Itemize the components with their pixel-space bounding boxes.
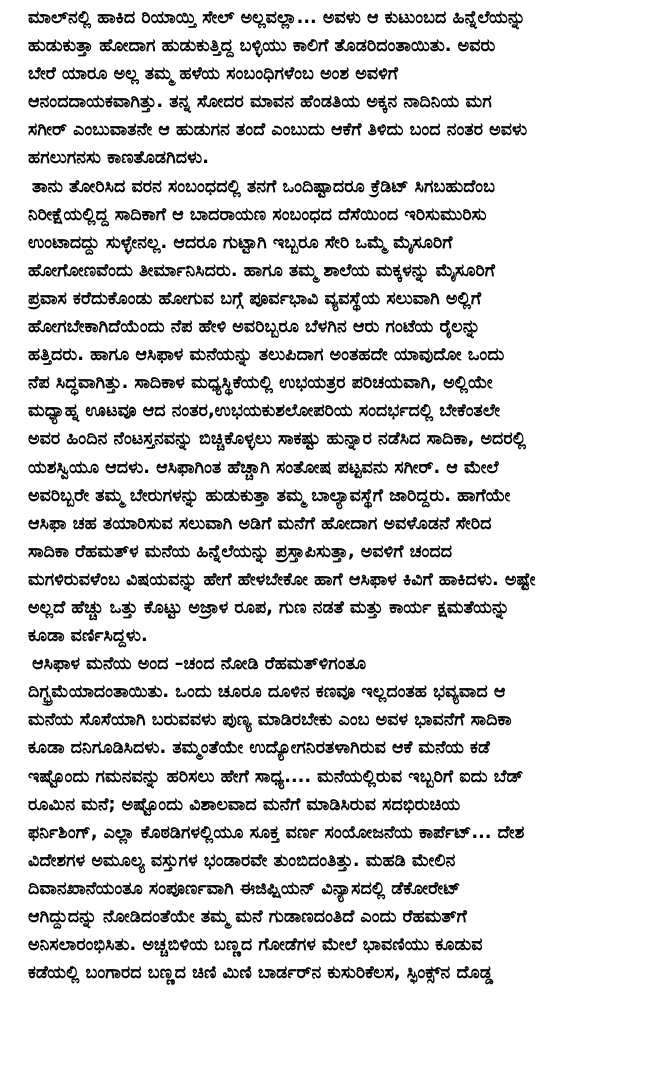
text-line: ಅವರ ಹಿಂದಿನ ನೆಂಟಸ್ತನವನ್ನು ಬಿಚ್ಚಿಕೊಳ್ಳಲು ಸಾಕಷ್ಟು ಹುನ್ನಾರ ನಡೆಸಿದ ಸಾದಿಕಾ, ಅದರಲ್ಲಿ <box>28 429 527 450</box>
text-line: ಸಾದಿಕಾ ರೆಹಮತ್‌ಳ ಮನೆಯ ಹಿನ್ನೆಲೆಯನ್ನು ಪ್ರಸ್ತಾಪಿಸುತ್ತಾ, ಅವಳಿಗೆ ಚಂದದ <box>28 541 453 562</box>
text-line: ಇಷ್ಟೊಂದು ಗಮನವನ್ನು ಹರಿಸಲು ಹೇಗೆ ಸಾಧ್ಯ.... ಮನೆಯಲ್ಲಿರುವ ಇಬ್ಬರಿಗೆ ಐದು ಬೆಡ್ <box>28 766 524 787</box>
paragraph <box>28 650 659 987</box>
text-line: ಆಗಿದ್ದುದನ್ನು ನೋಡಿದಂತೆಯೇ ತಮ್ಮ ಮನೆ ಗುಡಾಣದಂತಿದೆ ಎಂದು ರೆಹಮತ್‌ಗೆ <box>28 907 467 927</box>
text-line: ತಾನು ತೋರಿಸಿದ ವರನ ಸಂಬಂಧದಲ್ಲಿ ತನಗೆ ಒಂದಿಷ್ಟಾದರೂ ಕ್ರೆಡಿಟ್ ಸಿಗಬಹುದೆಂಬ <box>32 176 496 197</box>
text-line: ಅಲ್ಲದೆ ಹೆಚ್ಚು ಒತ್ತು ಕೊಟ್ಟು ಅಜ್ರಾಳ ರೂಪ, ಗುಣ ನಡತೆ ಮತ್ತು ಕಾರ್ಯ ಕ್ಷಮತೆಯನ್ನು <box>28 597 510 618</box>
text-line: ದಿಗ್ಭ್ರಮೆಯಾದಂತಾಯಿತು. ಒಂದು ಚೂರೂ ದೂಳಿನ ಕಣವೂ ಇಲ್ಲದಂತಹ ಭವ್ಯವಾದ ಆ <box>28 682 506 703</box>
text-line: ಪ್ರವಾಸ ಕರೆದುಕೊಂಡು ಹೋಗುವ ಬಗ್ಗೆ ಪೂರ್ವಭಾವಿ ವ್ಯವಸ್ಥೆಯ ಸಲುವಾಗಿ ಅಲ್ಲಿಗೆ <box>28 288 482 309</box>
text-line: ಮಧ್ಯಾಹ್ನ ಊಟವೂ ಆದ ನಂತರ,ಉಭಯಕುಶಲೋಪರಿಯ ಸಂದರ್ಭದಲ್ಲಿ ಬೇಕೆಂತಲೇ <box>28 401 501 422</box>
text-line: ವಿದೇಶಗಳ ಅಮೂಲ್ಯ ವಸ್ತುಗಳ ಭಂಡಾರವೇ ತುಂಬಿದಂತಿತ್ತು. ಮಹಡಿ ಮೇಲಿನ <box>28 850 456 871</box>
paragraph <box>28 4 659 173</box>
text-line: ಮಾಲ್‌ನಲ್ಲಿ ಹಾಕಿದ ರಿಯಾಯ್ತಿ ಸೇಲ್ ಅಲ್ಲವಲ್ಲಾ... ಅವಳು ಆ ಕುಟುಂಬದ ಹಿನ್ನೆಲೆಯನ್ನು <box>28 8 526 28</box>
text-line: ಅವರಿಬ್ಬರೇ ತಮ್ಮ ಬೇರುಗಳನ್ನು ಹುಡುಕುತ್ತಾ ತಮ್ಮ ಬಾಲ್ಯಾವಸ್ಥೆಗೆ ಜಾರಿದ್ದರು. ಹಾಗೆಯೇ <box>28 485 511 506</box>
text-line: ನೆಪ ಸಿದ್ಧವಾಗಿತ್ತು. ಸಾದಿಕಾಳ ಮಧ್ಯಸ್ಥಿಕೆಯಲ್ಲಿ ಉಭಯತ್ರರ ಪರಿಚಯವಾಗಿ, ಅಲ್ಲಿಯೇ <box>28 373 493 394</box>
text-line: ಅನಿಸಲಾರಂಭಿಸಿತು. ಅಚ್ಚಬಿಳಿಯ ಬಣ್ಣದ ಗೋಡೆಗಳ ಮೇಲೆ ಭಾವಣಿಯು ಕೂಡುವ <box>28 935 483 956</box>
text-line: ಬೇರೆ ಯಾರೂ ಅಲ್ಲ ತಮ್ಮ ಹಳೆಯ ಸಂಬಂಧಿಗಳೆಂಬ ಅಂಶ ಅವಳಿಗೆ <box>28 64 398 85</box>
text-line: ಮನೆಯ ಸೊಸೆಯಾಗಿ ಬರುವವಳು ಪುಣ್ಯ ಮಾಡಿರಬೇಕು ಎಂಬ ಅವಳ ಭಾವನೆಗೆ ಸಾದಿಕಾ <box>28 710 512 731</box>
text-line: ದಿವಾನಖಾನೆಯಂತೂ ಸಂಪೂರ್ಣವಾಗಿ ಈಜಿಪ್ಷಿಯನ್ ವಿನ್ಯಾಸದಲ್ಲಿ ಡೆಕೋರೇಟ್ <box>28 878 461 899</box>
text-line: ಫರ್ನಿಶಿಂಗ್, ಎಲ್ಲಾ ಕೊಠಡಿಗಳಲ್ಲಿಯೂ ಸೂಕ್ತ ವರ್ಣ ಸಂಯೋಜನೆಯ ಕಾರ್ಪೆಟ್... ದೇಶ <box>28 822 525 843</box>
text-line: ಕೂಡಾ ದನಿಗೂಡಿಸಿದಳು. ತಮ್ಮಂತೆಯೇ ಉದ್ಯೋಗನಿರತಳಾಗಿರುವ ಆಕೆ ಮನೆಯ ಕಡೆ <box>28 738 490 759</box>
text-line: ಹಗಲುಗನಸು ಕಾಣತೊಡಗಿದಳು. <box>28 148 209 169</box>
text-line: ಯಶಸ್ವಿಯೂ ಆದಳು. ಆಸಿಫಾಗಿಂತ ಹೆಚ್ಚಾಗಿ ಸಂತೋಷ ಪಟ್ಟವನು ಸಗೀರ್. ಆ ಮೇಲೆ <box>28 457 499 478</box>
text-line: ಉಂಟಾದದ್ದು ಸುಳ್ಳೇನಲ್ಲ. ಆದರೂ ಗುಟ್ಟಾಗಿ ಇಬ್ಬರೂ ಸೇರಿ ಒಮ್ಮೆ ಮೈಸೂರಿಗೆ <box>28 232 453 253</box>
text-line: ನಿರೀಕ್ಷೆಯಲ್ಲಿದ್ದ ಸಾದಿಕಾಗೆ ಆ ಬಾದರಾಯಣ ಸಂಬಂಧದ ದೆಸೆಯಿಂದ ಇರಿಸುಮುರಿಸು <box>28 204 487 225</box>
text-line: ಕಡೆಯಲ್ಲಿ ಬಂಗಾರದ ಬಣ್ಣದ ಚಿಣಿ ಮಿಣಿ ಬಾರ್ಡರ್‌ನ ಕುಸುರಿಕೆಲಸ, ಸ್ಫಿಂಕ್ಸ್‌ನ ದೊಡ್ಡ <box>28 963 493 984</box>
text-line: ಕೂಡಾ ವರ್ಣಿಸಿದ್ದಳು. <box>28 626 148 647</box>
text-line: ಹತ್ತಿದರು. ಹಾಗೂ ಆಸಿಫಾಳ ಮನೆಯನ್ನು ತಲುಪಿದಾಗ ಅಂತಹದೇ ಯಾವುದೋ ಒಂದು <box>28 345 505 366</box>
text-line: ಸಗೀರ್ ಎಂಬುವಾತನೇ ಆ ಹುಡುಗನ ತಂದೆ ಎಂಬುದು ಆಕೆಗೆ ತಿಳಿದು ಬಂದ ನಂತರ ಅವಳು <box>28 120 528 141</box>
text-line: ಆನಂದದಾಯಕವಾಗಿತ್ತು. ತನ್ನ ಸೋದರ ಮಾವನ ಹೆಂಡತಿಯ ಅಕ್ಕನ ನಾದಿನಿಯ ಮಗ <box>28 92 492 113</box>
text-line: ಹೋಗಬೇಕಾಗಿದೆಯೆಂದು ನೆಪ ಹೇಳಿ ಅವರಿಬ್ಬರೂ ಬೆಳಗಿನ ಆರು ಗಂಟೆಯ ರೈಲನ್ನು <box>28 317 481 338</box>
text-line: ಆಸಿಫಾ ಚಹ ತಯಾರಿಸುವ ಸಲುವಾಗಿ ಅಡಿಗೆ ಮನೆಗೆ ಹೋದಾಗ ಅವಳೊಡನೆ ಸೇರಿದ <box>28 513 492 534</box>
text-line: ರೂಮಿನ ಮನೆ; ಅಷ್ಟೊಂದು ವಿಶಾಲವಾದ ಮನೆಗೆ ಮಾಡಿಸಿರುವ ಸದಭಿರುಚಿಯ <box>28 794 461 815</box>
text-line: ಮಗಳಿರುವಳೆಂಬ ವಿಷಯವನ್ನು ಹೇಗೆ ಹೇಳಬೇಕೋ ಹಾಗೆ ಆಸಿಫಾಳ ಕಿವಿಗೆ ಹಾಕಿದಳು. ಅಷ್ಟೇ <box>28 569 536 590</box>
text-line: ಹುಡುಕುತ್ತಾ ಹೋದಾಗ ಹುಡುಕುತ್ತಿದ್ದ ಬಳ್ಳಿಯು ಕಾಲಿಗೆ ತೊಡರಿದಂತಾಯಿತು. ಅವರು <box>28 36 496 57</box>
paragraph <box>28 173 659 651</box>
text-line: ಆಸಿಫಾಳ ಮನೆಯ ಅಂದ –ಚಂದ ನೋಡಿ ರೆಹಮತ್‌ಳಿಗಂತೂ <box>32 654 367 675</box>
text-line: ಹೋಗೋಣವೆಂದು ತೀರ್ಮಾನಿಸಿದರು. ಹಾಗೂ ತಮ್ಮ ಶಾಲೆಯ ಮಕ್ಕಳನ್ನು ಮೈಸೂರಿಗೆ <box>28 260 496 281</box>
